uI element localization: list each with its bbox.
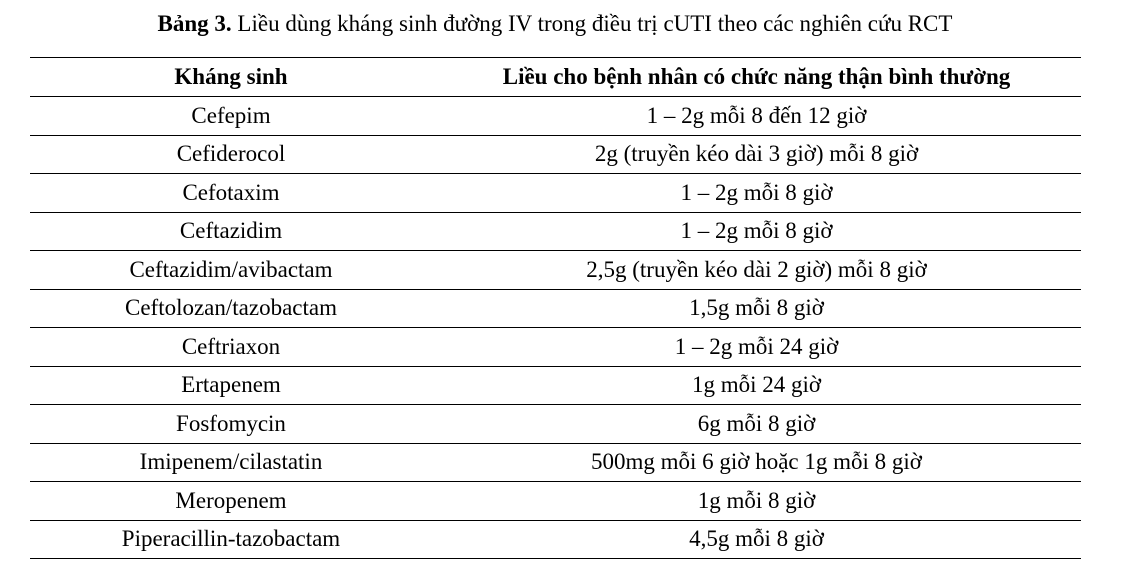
dose-cell: 2g (truyền kéo dài 3 giờ) mỗi 8 giờ <box>432 135 1081 174</box>
dose-cell: 4,5g mỗi 8 giờ <box>432 520 1081 559</box>
dose-cell: 6g mỗi 8 giờ <box>432 405 1081 444</box>
antibiotic-cell: Ertapenem <box>30 366 432 405</box>
table-row <box>30 482 1081 521</box>
header-antibiotic: Kháng sinh <box>30 58 432 97</box>
table-row <box>30 212 1081 251</box>
table-header-row <box>30 58 1081 97</box>
antibiotic-cell: Imipenem/cilastatin <box>30 443 432 482</box>
table-row <box>30 251 1081 290</box>
antibiotic-cell: Ceftazidim/avibactam <box>30 251 432 290</box>
antibiotic-cell: Cefotaxim <box>30 174 432 213</box>
table-row <box>30 174 1081 213</box>
table-row <box>30 366 1081 405</box>
table-caption-label: Bảng 3. <box>157 11 232 36</box>
antibiotic-cell: Meropenem <box>30 482 432 521</box>
table-row <box>30 405 1081 444</box>
dose-cell: 1 – 2g mỗi 8 giờ <box>432 212 1081 251</box>
antibiotic-cell: Ceftriaxon <box>30 328 432 367</box>
antibiotic-cell: Cefepim <box>30 97 432 136</box>
antibiotic-cell: Ceftolozan/tazobactam <box>30 289 432 328</box>
dose-cell: 1g mỗi 24 giờ <box>432 366 1081 405</box>
table-row <box>30 135 1081 174</box>
table-row <box>30 328 1081 367</box>
table-caption <box>0 8 1110 40</box>
antibiotic-cell: Cefiderocol <box>30 135 432 174</box>
table-row <box>30 289 1081 328</box>
table-caption-text: Liều dùng kháng sinh đường IV trong điều trị cUTI theo các nghiên cứu RCT <box>231 11 953 36</box>
header-dose: Liều cho bệnh nhân có chức năng thận bình thường <box>432 58 1081 97</box>
dose-cell: 2,5g (truyền kéo dài 2 giờ) mỗi 8 giờ <box>432 251 1081 290</box>
table-row <box>30 97 1081 136</box>
antibiotic-dosage-table <box>30 57 1081 559</box>
dose-cell: 1 – 2g mỗi 8 giờ <box>432 174 1081 213</box>
dose-cell: 1,5g mỗi 8 giờ <box>432 289 1081 328</box>
dose-cell: 1 – 2g mỗi 8 đến 12 giờ <box>432 97 1081 136</box>
dose-cell: 500mg mỗi 6 giờ hoặc 1g mỗi 8 giờ <box>432 443 1081 482</box>
dose-cell: 1 – 2g mỗi 24 giờ <box>432 328 1081 367</box>
antibiotic-cell: Ceftazidim <box>30 212 432 251</box>
antibiotic-cell: Piperacillin-tazobactam <box>30 520 432 559</box>
dose-cell: 1g mỗi 8 giờ <box>432 482 1081 521</box>
table-row <box>30 520 1081 559</box>
table-row <box>30 443 1081 482</box>
antibiotic-cell: Fosfomycin <box>30 405 432 444</box>
